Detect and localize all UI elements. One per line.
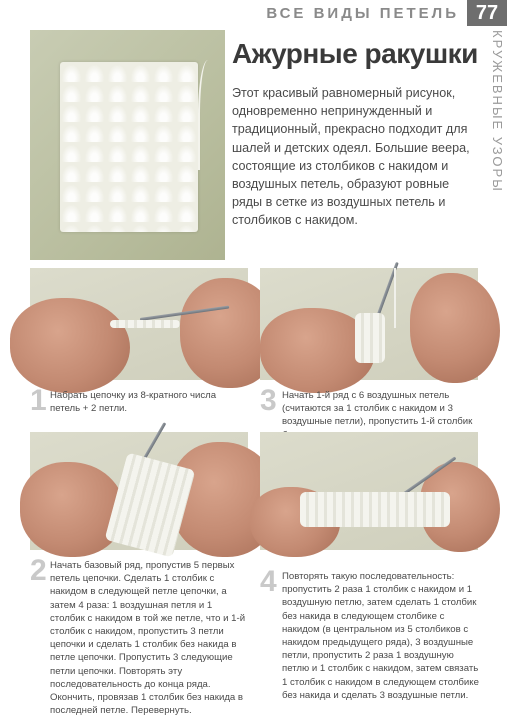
- step-number: 2: [30, 554, 47, 587]
- pattern-intro: Этот красивый равномерный рисунок, одновременно непринужденный и традиционный, прекрасно подходит для шалей и детских одеял. Большие веера, состоящие из столбиков с накидом и воздушных петель, образуют ровные ряды в сетке из воздушных петель и столбиков с накидом.: [232, 86, 470, 228]
- step-instructions: Повторять такую последовательность: пропустить 2 раза 1 столбик с накидом и 1 воздушную петлю, затем сделать 1 столбик без накида в следующем столбике с накидом (в центральном из 5 столбиков с накидом предыдущего ряда), 3 воздушные петли, пропустить 2 раза 1 воздушную петлю и 1 столбик с накидом, затем связать 1 столбик с накидом в следующем столбике без накида и сделать 3 воздушные петли.: [282, 571, 479, 701]
- lace-fabric-image: [300, 492, 450, 527]
- yarn-tail-image: [198, 60, 218, 170]
- step-4-photo: [260, 432, 478, 550]
- running-title: ВСЕ ВИДЫ ПЕТЕЛЬ: [266, 4, 459, 22]
- step-number: 1: [30, 384, 47, 417]
- page-number: 77: [467, 0, 507, 26]
- left-hand-image: [20, 462, 125, 557]
- step-3-photo: [260, 268, 478, 380]
- page-header: [0, 0, 507, 26]
- step-number: 3: [260, 384, 277, 417]
- chain-image: [110, 320, 180, 328]
- lace-fabric-image: [355, 313, 385, 363]
- step-instructions: Начать 1-й ряд с 6 воздушных петель (считаются за 1 столбик с накидом и 3 воздушные петли), пропустить 1-й столбик: [282, 390, 473, 428]
- step-instructions: Начать базовый ряд, пропустив 5 первых петель цепочки. Сделать 1 столбик с накидом в следующей петле цепочки, а затем 4 раза: 1 воздушная петля и 1 столбик с накидом в той же петле, что и 1-й столбик с накидом, пропустить 3 петли цепочки и сделать 1 столбик без накида в петле цепочки. Пропустить 3 следующие петли цепочки. Повторять эту последовательность до конца ряда. Окончить, провязав 1 столбик без накида в последней петле. Перевернуть.: [50, 560, 246, 717]
- step-1-photo: [30, 268, 248, 380]
- thread-image: [394, 268, 396, 328]
- pattern-title: Ажурные ракушки: [232, 38, 478, 69]
- right-hand-image: [410, 273, 500, 383]
- step-2-photo: [30, 432, 248, 550]
- finished-swatch-photo: [30, 30, 225, 260]
- lace-swatch-image: [60, 62, 198, 232]
- lace-fabric-image: [105, 452, 196, 557]
- step-instructions: Набрать цепочку из 8-кратного числа петель + 2 петли.: [50, 390, 217, 415]
- step-number: 4: [260, 565, 277, 598]
- left-hand-image: [10, 298, 130, 393]
- section-side-label: КРУЖЕВНЫЕ УЗОРЫ: [490, 30, 505, 193]
